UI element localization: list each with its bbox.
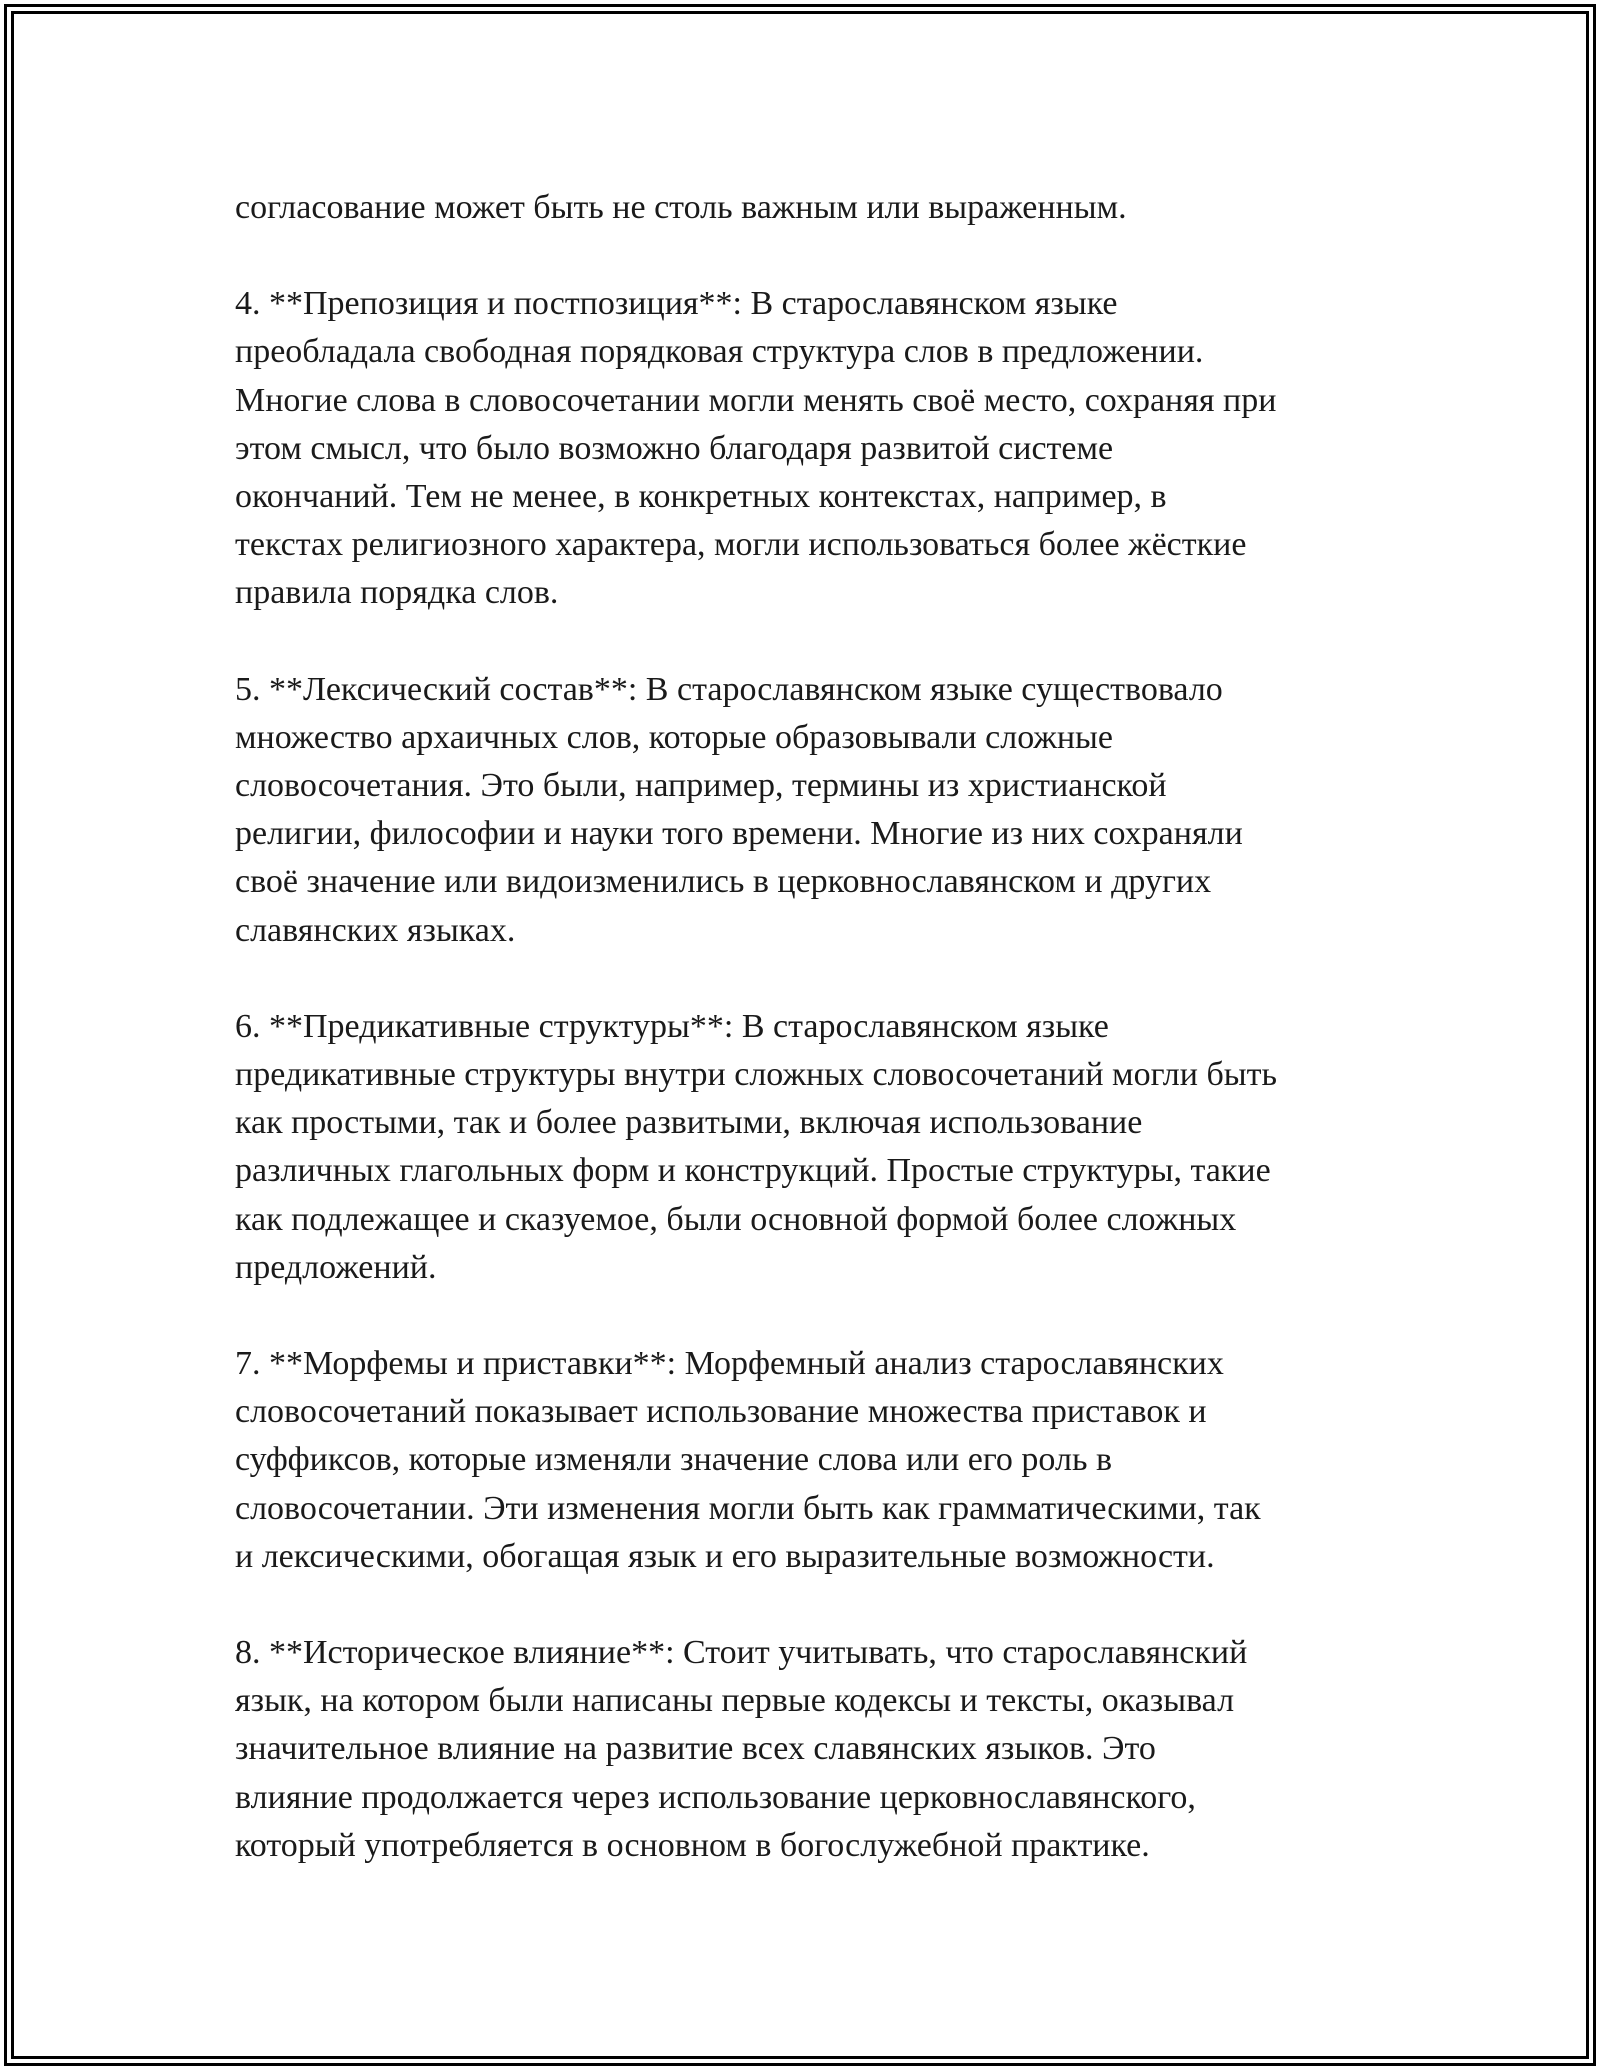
text-line: текстах религиозного характера, могли использоваться более жёсткие xyxy=(235,526,1247,564)
text-line: преобладала свободная порядковая структура слов в предложении. xyxy=(235,333,1204,371)
document-body xyxy=(235,184,1375,1918)
text-line: религии, философии и науки того времени. Многие из них сохраняли xyxy=(235,815,1243,853)
paragraph-item-4 xyxy=(235,280,1375,617)
text-line: предложений. xyxy=(235,1248,437,1286)
text-line: согласование может быть не столь важным или выраженным. xyxy=(235,189,1127,226)
text-line: 5. **Лексический состав**: В старославянском языке существовало xyxy=(235,670,1223,708)
text-line: и лексическими, обогащая язык и его выразительные возможности. xyxy=(235,1537,1215,1575)
text-line: множество архаичных слов, которые образовывали сложные xyxy=(235,718,1113,756)
text-line: 4. **Препозиция и постпозиция**: В старославянском языке xyxy=(235,285,1118,323)
text-line: предикативные структуры внутри сложных словосочетаний могли быть xyxy=(235,1056,1277,1094)
text-line: различных глагольных форм и конструкций. Простые структуры, такие xyxy=(235,1152,1271,1190)
text-line: своё значение или видоизменились в церковнославянском и других xyxy=(235,863,1212,901)
text-line: значительное влияние на развитие всех славянских языков. Это xyxy=(235,1730,1156,1768)
text-line: словосочетания. Это были, например, термины из христианской xyxy=(235,767,1167,805)
text-line: Многие слова в словосочетании могли менять своё место, сохраняя при xyxy=(235,381,1277,419)
text-line: как простыми, так и более развитыми, включая использование xyxy=(235,1104,1143,1142)
text-line: язык, на котором были написаны первые кодексы и тексты, оказывал xyxy=(235,1682,1235,1720)
paragraph-continuation xyxy=(235,184,1375,232)
text-line: суффиксов, которые изменяли значение слова или его роль в xyxy=(235,1441,1113,1479)
text-line: 6. **Предикативные структуры**: В старославянском языке xyxy=(235,1007,1109,1045)
text-line: словосочетании. Эти изменения могли быть как грамматическими, так xyxy=(235,1489,1261,1527)
paragraph-item-5 xyxy=(235,666,1375,955)
paragraph-item-8 xyxy=(235,1629,1375,1870)
text-line: 8. **Историческое влияние**: Стоит учитывать, что старославянский xyxy=(235,1634,1248,1672)
text-line: славянских языках. xyxy=(235,911,516,949)
text-line: окончаний. Тем не менее, в конкретных контекстах, например, в xyxy=(235,478,1167,516)
text-line: правила порядка слов. xyxy=(235,574,559,612)
text-line: влияние продолжается через использование церковнославянского, xyxy=(235,1778,1196,1816)
text-line: этом смысл, что было возможно благодаря развитой системе xyxy=(235,429,1114,467)
text-line: который употребляется в основном в богослужебной практике. xyxy=(235,1826,1150,1864)
text-line: словосочетаний показывает использование множества приставок и xyxy=(235,1393,1207,1431)
paragraph-item-7 xyxy=(235,1340,1375,1581)
paragraph-item-6 xyxy=(235,1003,1375,1292)
text-line: 7. **Морфемы и приставки**: Морфемный анализ старославянских xyxy=(235,1345,1224,1383)
text-line: как подлежащее и сказуемое, были основной формой более сложных xyxy=(235,1200,1237,1238)
